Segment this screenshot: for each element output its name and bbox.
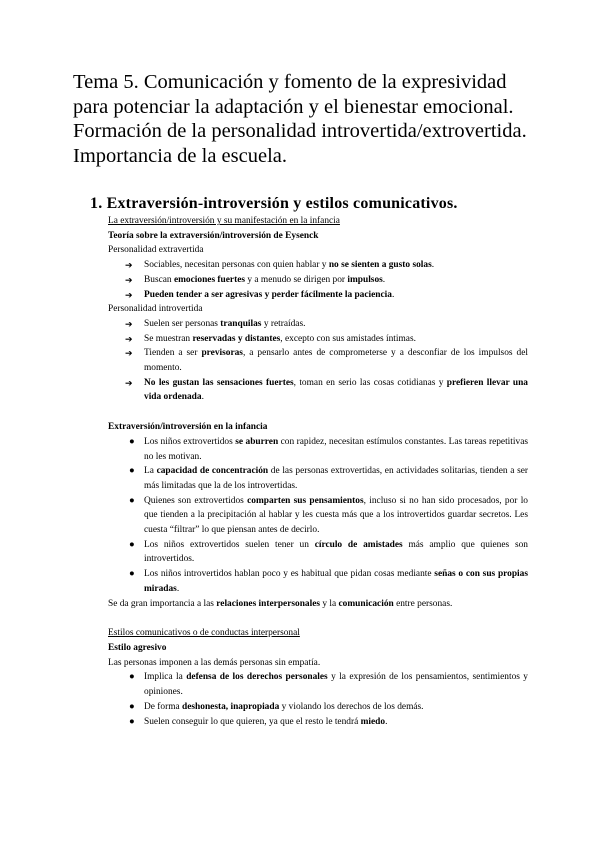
- text-run: y la: [320, 598, 339, 609]
- aggressive-title: Estilo agresivo: [108, 642, 167, 653]
- text-run: Los niños introvertidos hablan poco y es habitual que pidan cosas mediante: [144, 569, 435, 580]
- subheading: La extraversión/introversión y su manifestación en la infancia: [108, 216, 340, 226]
- bold-text: impulsos: [347, 274, 383, 285]
- text-run: de las personas extrovertidas, en actividades solitarias, tienden a ser más limitadas que la de los introvertidas.: [144, 466, 529, 491]
- dot-bullet-icon: ●: [129, 701, 135, 712]
- text-run: y violando los derechos de los demás.: [279, 701, 424, 712]
- bold-text: emociones fuertes: [173, 274, 246, 285]
- list-item: [108, 700, 528, 715]
- arrow-bullet-icon: ➔: [125, 318, 133, 329]
- extravert-list: [108, 258, 528, 302]
- bold-text: comunicación: [338, 598, 394, 609]
- bold-text: Pueden tender a ser agresivas y perder fácilmente la paciencia: [144, 289, 392, 300]
- text-run: , excepto con sus amistades íntimas.: [280, 333, 416, 344]
- list-item: [108, 464, 528, 493]
- dot-bullet-icon: ●: [129, 466, 135, 477]
- title-line: Formación de la personalidad introvertida/extrovertida.: [73, 120, 527, 142]
- extravert-label: Personalidad extravertida: [108, 245, 204, 256]
- bold-text: se aburren: [235, 436, 279, 447]
- text-run: Tienden a ser: [144, 348, 202, 359]
- dot-bullet-icon: ●: [129, 495, 135, 506]
- text-run: Se da gran importancia a las: [108, 598, 217, 609]
- arrow-bullet-icon: ➔: [125, 333, 133, 344]
- dot-bullet-icon: ●: [129, 569, 135, 580]
- list-item: [108, 317, 528, 332]
- list-item: [108, 538, 528, 567]
- aggressive-list: [108, 670, 528, 729]
- text-run: con rapidez, necesitan estímulos constantes. Las tareas repetitivas no les motivan.: [144, 436, 528, 462]
- bold-text: defensa de los derechos personales: [186, 672, 328, 683]
- dot-bullet-icon: ●: [129, 672, 135, 683]
- arrow-bullet-icon: ➔: [125, 348, 133, 359]
- text-run: y a menudo se dirigen por: [245, 274, 348, 285]
- bold-text: previsoras: [201, 348, 243, 359]
- list-item: [108, 435, 528, 464]
- list-item: [108, 346, 528, 375]
- introvert-list: [108, 317, 528, 405]
- text-run: Suelen conseguir lo que quieren, ya que el resto le tendrá: [144, 716, 361, 727]
- list-item: [108, 273, 528, 288]
- bold-text: círculo de amistades: [314, 539, 403, 550]
- text-run: La: [144, 466, 157, 477]
- text-run: Los niños extrovertidos suelen tener un: [144, 539, 315, 550]
- text-run: y la expresión de los pensamientos, sentimientos y opiniones.: [144, 672, 528, 698]
- theory-title: Teoría sobre la extraversión/introversión de Eysenck: [108, 230, 319, 241]
- text-run: Los niños extrovertidos: [144, 436, 236, 447]
- dot-bullet-icon: ●: [129, 539, 135, 550]
- bold-text: comparten sus pensamientos: [247, 495, 364, 506]
- text-run: , incluso si no han sido procesados, por lo que tienden a la precipitación al hablar y les cuesta más que a los introvertidos guardar secretos. Les cuesta “filtrar” lo que piensan antes de decirlo.: [144, 495, 528, 536]
- childhood-title: Extraversión/introversión en la infancia: [108, 422, 268, 433]
- text-run: .: [391, 289, 395, 300]
- aggressive-intro: Las personas imponen a las demás personas sin empatía.: [108, 657, 321, 668]
- text-run: entre personas.: [393, 598, 453, 609]
- text-run: .: [201, 392, 204, 403]
- list-item: [108, 567, 528, 596]
- text-run: .: [385, 716, 388, 727]
- text-run: Suelen ser personas: [144, 318, 221, 329]
- list-item: [108, 288, 528, 303]
- list-item: [108, 670, 528, 699]
- list-item: [108, 332, 528, 347]
- arrow-bullet-icon: ➔: [125, 260, 133, 271]
- bold-text: señas o con sus propias miradas: [144, 569, 528, 594]
- bold-text: No les gustan las sensaciones fuertes: [144, 377, 294, 388]
- dot-bullet-icon: ●: [129, 716, 135, 727]
- text-run: Sociables, necesitan personas con quien hablar y: [144, 260, 329, 271]
- text-run: y retraídas.: [261, 318, 306, 329]
- text-run: , toman en serio las cosas cotidianas y: [293, 377, 447, 388]
- bold-text: capacidad de concentración: [156, 466, 269, 477]
- list-item: [108, 258, 528, 273]
- text-run: .: [176, 583, 180, 594]
- title-line: para potenciar la adaptación y el bienestar emocional.: [73, 95, 514, 118]
- introvert-label: Personalidad introvertida: [108, 304, 203, 315]
- bold-text: relaciones interpersonales: [216, 598, 321, 609]
- list-item: [108, 715, 528, 730]
- text-run: Quienes son extrovertidos: [144, 495, 248, 506]
- text-run: Buscan: [144, 274, 174, 285]
- text-run: De forma: [144, 701, 183, 712]
- page-title: [73, 70, 533, 168]
- bold-text: prefieren llevar una vida ordenada: [144, 377, 528, 403]
- arrow-bullet-icon: ➔: [125, 377, 133, 388]
- bold-text: no se sienten a gusto solas: [328, 260, 432, 271]
- text-run: , a pensarlo antes de comprometerse y a desconfiar de los impulsos del momento.: [144, 348, 528, 374]
- section-body: [108, 214, 528, 729]
- list-item: [108, 494, 528, 538]
- section-heading: 1. Extraversión-introversión y estilos comunicativos.: [90, 195, 458, 212]
- bold-text: miedo: [360, 716, 386, 727]
- bold-text: reservadas y distantes: [192, 333, 281, 344]
- text-run: .: [431, 260, 435, 271]
- bold-text: deshonesta, inapropiada: [182, 701, 280, 712]
- closing-paragraph: [108, 597, 528, 612]
- styles-subheading: Estilos comunicativos o de conductas interpersonal: [108, 628, 300, 639]
- dot-bullet-icon: ●: [129, 436, 135, 447]
- bold-text: tranquilas: [220, 318, 262, 329]
- text-run: más amplio que quienes son introvertidos.: [144, 539, 528, 565]
- childhood-list: [108, 435, 528, 597]
- text-run: Implica la: [144, 672, 187, 683]
- text-run: .: [382, 274, 386, 285]
- arrow-bullet-icon: ➔: [125, 274, 133, 285]
- title-line: Importancia de la escuela.: [73, 144, 287, 167]
- list-item: [108, 376, 528, 405]
- text-run: Se muestran: [144, 333, 193, 344]
- title-line: Tema 5. Comunicación y fomento de la expresividad: [73, 71, 507, 93]
- arrow-bullet-icon: ➔: [125, 289, 133, 300]
